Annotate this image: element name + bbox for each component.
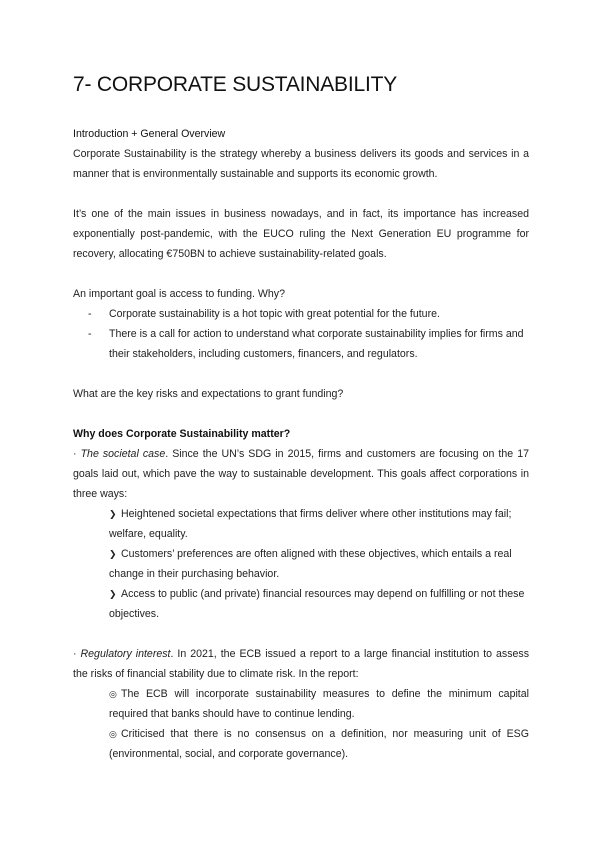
dash-bullet: - <box>88 328 92 340</box>
intro-heading: Introduction + General Overview <box>73 128 226 140</box>
societal-label: The societal case <box>80 448 166 460</box>
bullet-text: There is a call for action to understand what corporate sustainability implies for firms and their stakeholders, including customers, financers, and regulators. <box>109 328 524 360</box>
regulatory-item-text: The ECB will incorporate sustainability measures to define the minimum capital required that banks should have to continue lending. <box>109 688 529 720</box>
document-body <box>73 124 529 764</box>
bullseye-icon: ◎ <box>109 729 117 739</box>
societal-item-text: Customers’ preferences are often aligned with these objectives, which entails a real change in their purchasing behavior. <box>109 548 512 580</box>
bullseye-icon: ◎ <box>109 689 117 699</box>
intro-paragraph-2: It’s one of the main issues in business nowadays, and in fact, its importance has increased exponentially post-pandemic, with the EUCO ruling the Next Generation EU programme for recovery, allocating €750BN to achieve sustainability-related goals. <box>73 208 529 260</box>
societal-item-text: Heightened societal expectations that firms deliver where other institutions may fail; welfare, equality. <box>109 508 512 540</box>
regulatory-text: . In 2021, the ECB issued a report to a large financial institution to assess the risks of financial stability due to climate risk. In the report: <box>73 648 529 680</box>
chevron-right-icon: ❯ <box>109 509 117 519</box>
intro-paragraph-3: An important goal is access to funding. Why? <box>73 288 285 300</box>
bullet-text: Corporate sustainability is a hot topic with great potential for the future. <box>109 308 440 320</box>
intro-paragraph-1: Corporate Sustainability is the strategy whereby a business delivers its goods and services in a manner that is environmentally sustainable and supports its economic growth. <box>73 148 529 180</box>
regulatory-paragraph <box>73 644 529 684</box>
regulatory-item-text: Criticised that there is no consensus on a definition, nor measuring unit of ESG (environmental, social, and corporate governance). <box>109 728 529 760</box>
why-heading: Why does Corporate Sustainability matter? <box>73 428 291 440</box>
regulatory-label: Regulatory interest <box>80 648 171 660</box>
chevron-right-icon: ❯ <box>109 589 117 599</box>
list-item <box>73 324 529 364</box>
list-item <box>73 584 529 624</box>
dash-bullet: - <box>88 308 92 320</box>
societal-text: . Since the UN’s SDG in 2015, firms and customers are focusing on the 17 goals laid out, which pave the way to sustainable development. This goals affect corporations in three ways: <box>73 448 529 500</box>
middot-bullet: · <box>73 648 81 660</box>
societal-item-text: Access to public (and private) financial resources may depend on fulfilling or not these objectives. <box>109 588 525 620</box>
intro-question: What are the key risks and expectations to grant funding? <box>73 388 344 400</box>
list-item <box>73 724 529 764</box>
list-item <box>73 304 529 324</box>
page-title: 7- CORPORATE SUSTAINABILITY <box>73 73 398 96</box>
list-item <box>73 544 529 584</box>
middot-bullet: · <box>73 448 81 460</box>
chevron-right-icon: ❯ <box>109 549 117 559</box>
list-item <box>73 504 529 544</box>
societal-paragraph <box>73 444 529 504</box>
list-item <box>73 684 529 724</box>
